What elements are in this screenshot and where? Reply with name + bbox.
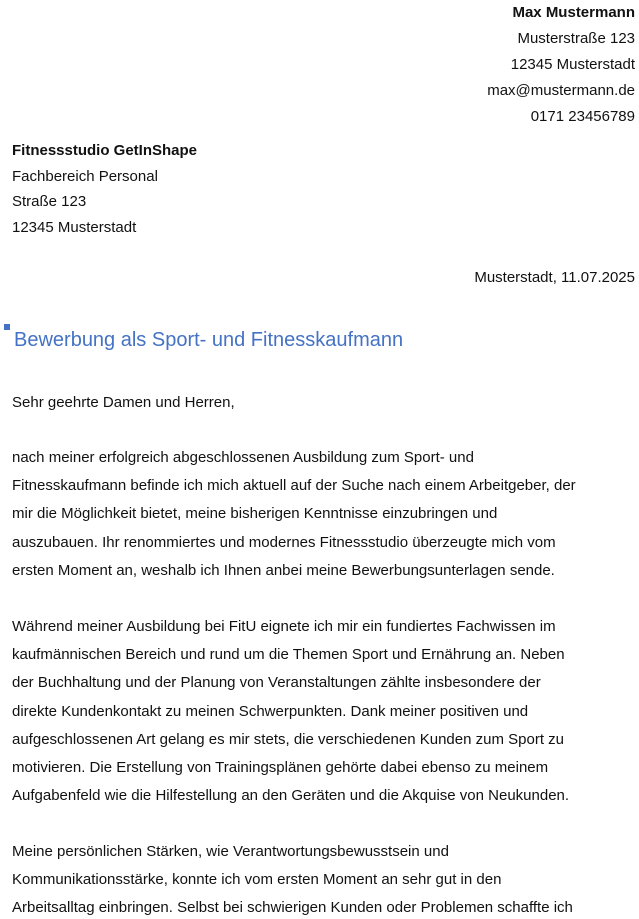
paragraph-line: Meine persönlichen Stärken, wie Verantwortungsbewusstsein und	[12, 843, 449, 860]
paragraph-line: aufgeschlossenen Art gelang es mir stets, die verschiedenen Kunden zum Sport zu	[12, 730, 564, 748]
sender-address-block	[487, 0, 635, 130]
paragraph-line: Fitnesskaufmann befinde ich mich aktuell auf der Suche nach einem Arbeitgeber, der	[12, 477, 576, 495]
recipient-department: Fachbereich Personal	[12, 167, 158, 185]
paragraph-line: auszubauen. Ihr renommiertes und modernes Fitnessstudio überzeugte mich vom	[12, 533, 556, 551]
paragraph-line: Kommunikationsstärke, konnte ich vom ersten Moment an sehr gut in den	[12, 871, 502, 889]
paragraph-line: Arbeitsalltag einbringen. Selbst bei schwierigen Kunden oder Problemen schaffte ich	[12, 899, 573, 917]
paragraph-line: kaufmännischen Bereich und rund um die Themen Sport und Ernährung an. Neben	[12, 646, 565, 664]
sender-phone: 0171 23456789	[530, 108, 635, 125]
paragraph-line: Während meiner Ausbildung bei FitU eignete ich mir ein fundiertes Fachwissen im	[12, 618, 556, 635]
sender-city: 12345 Musterstadt	[510, 56, 635, 73]
paragraph-line: mir die Möglichkeit bietet, meine bisherigen Kenntnisse einzubringen und	[12, 505, 498, 523]
subject-marker-icon	[4, 324, 10, 330]
salutation: Sehr geehrte Damen und Herren,	[12, 394, 235, 411]
body-paragraph-2	[12, 613, 634, 810]
body-paragraph-3	[12, 838, 634, 919]
paragraph-line: der Buchhaltung und der Planung von Veranstaltungen zählte insbesondere der	[12, 674, 541, 692]
letter-date: Musterstadt, 11.07.2025	[474, 269, 635, 286]
sender-street: Musterstraße 123	[517, 30, 635, 47]
paragraph-line: motivieren. Die Erstellung von Trainingsplänen gehörte dabei ebenso zu meinem	[12, 759, 549, 777]
paragraph-line: direkte Kundenkontakt zu meinen Schwerpunkten. Dank meiner positiven und	[12, 702, 529, 720]
paragraph-line: nach meiner erfolgreich abgeschlossenen Ausbildung zum Sport- und	[12, 449, 474, 466]
recipient-address-block	[12, 138, 197, 240]
paragraph-line: Aufgabenfeld wie die Hilfestellung an den Geräten und die Akquise von Neukunden.	[12, 787, 570, 805]
body-paragraph-1	[12, 444, 634, 585]
recipient-city: 12345 Musterstadt	[12, 218, 137, 236]
letter-subject: Bewerbung als Sport- und Fitnesskaufmann	[14, 329, 404, 351]
paragraph-line: ersten Moment an, weshalb ich Ihnen anbei meine Bewerbungsunterlagen sende.	[12, 561, 555, 579]
recipient-company: Fitnessstudio GetInShape	[12, 142, 198, 159]
sender-name: Max Mustermann	[512, 4, 635, 21]
recipient-street: Straße 123	[12, 193, 87, 210]
sender-email: max@mustermann.de	[487, 82, 635, 99]
